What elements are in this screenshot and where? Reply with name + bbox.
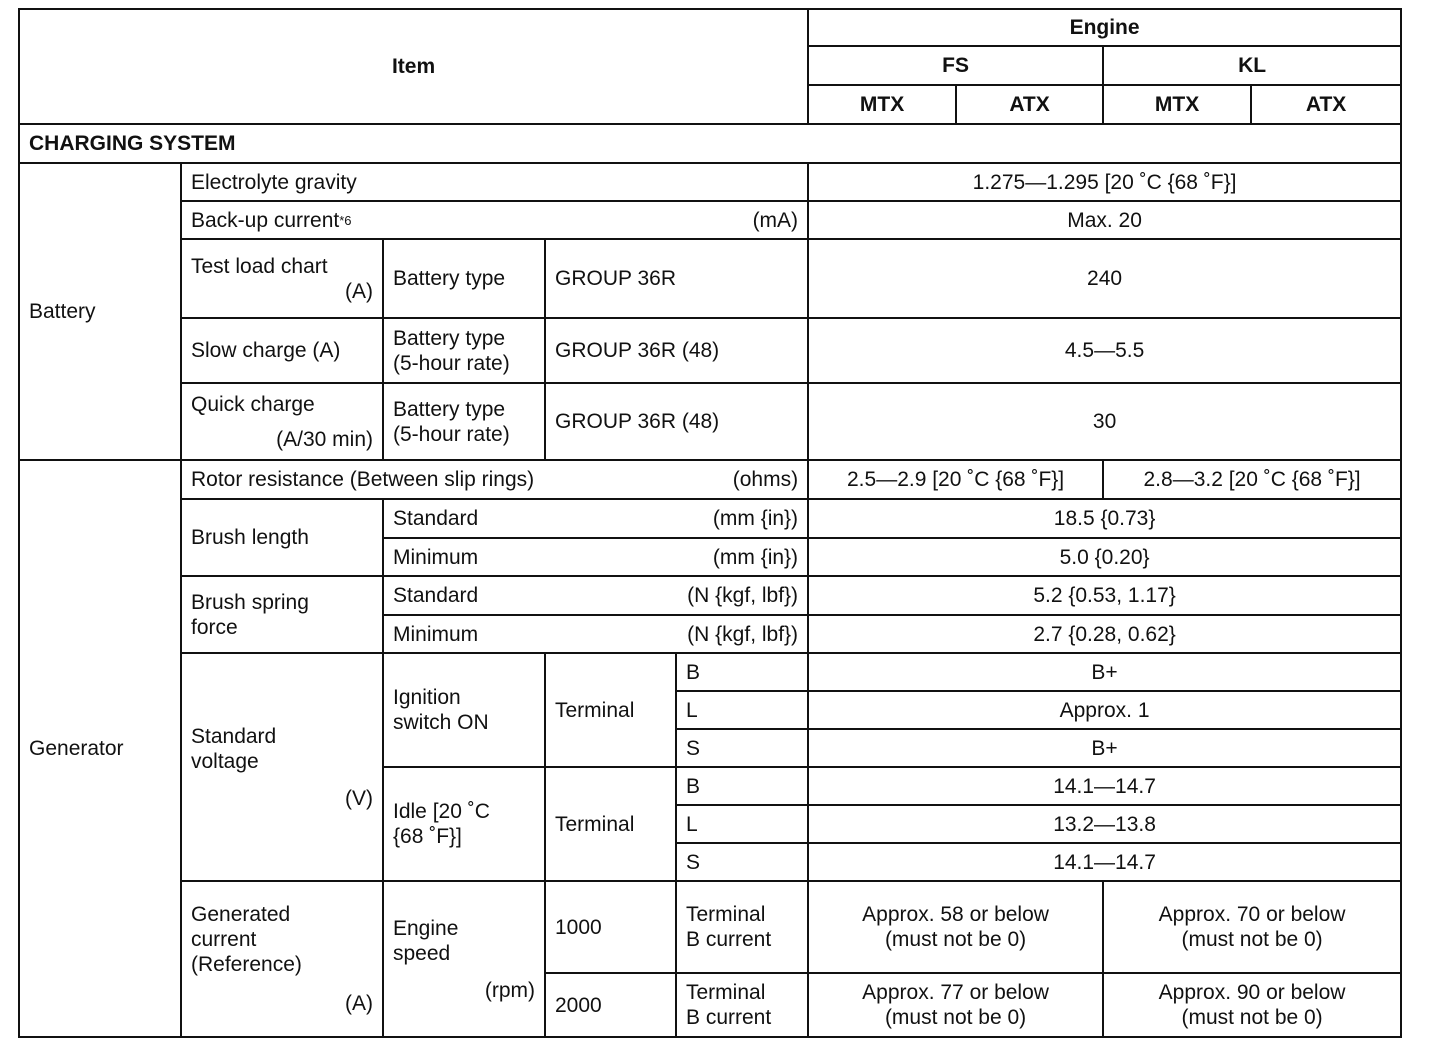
kl-atx-header: ATX [1251,85,1401,124]
gen-current-1000-kl-note: (must not be 0) [1181,928,1323,951]
rotor-resistance-unit: (ohms) [732,468,799,491]
brush-spring-standard-unit: (N {kgf, lbf}) [687,584,799,607]
backup-current-value: Max. 20 [808,201,1401,239]
brush-spring-standard-label: Standard [393,584,479,607]
quick-charge-row [19,383,1401,460]
test-load-label: Test load chart [191,254,328,278]
rotor-resistance-fs-value: 2.5—2.9 [20 ˚C {68 ˚F}] [808,460,1103,499]
quick-charge-label: Quick charge [191,392,315,416]
quick-charge-rate-label: (5-hour rate) [393,422,510,446]
backup-current-unit: (mA) [752,208,799,232]
brush-length-minimum-value: 5.0 {0.20} [808,538,1401,576]
ignition-terminal-l: L [676,691,808,729]
standard-voltage-unit: (V) [345,786,373,810]
brush-spring-standard-row [19,576,1401,615]
brush-length-minimum-unit: (mm {in}) [712,545,799,569]
idle-terminal-s-value: 14.1—14.7 [808,843,1401,881]
standard-voltage-label: Standard [191,724,277,748]
terminal-b-current-label-2: B current [686,928,772,951]
section-row [19,124,1401,163]
rotor-resistance-kl-value: 2.8—3.2 [20 ˚C {68 ˚F}] [1103,460,1401,499]
battery-label: Battery [19,163,181,460]
brush-spring-standard-value: 5.2 {0.53, 1.17} [808,576,1401,615]
gen-current-2000-fs-note: (must not be 0) [884,1006,1027,1029]
gen-current-1000-fs-note: (must not be 0) [884,928,1027,951]
gen-current-1000-fs-value: Approx. 58 or below [862,903,1049,926]
engine-header: Engine [808,9,1401,46]
generated-current-label-2: current [191,928,257,951]
quick-charge-value: 30 [808,383,1401,460]
idle-condition-temp-label: {68 ˚F}] [393,825,462,848]
standard-voltage-label-2: voltage [191,749,259,773]
terminal-b-current-label-2: B current [686,1006,772,1029]
item-header: Item [19,9,808,124]
slow-charge-group: GROUP 36R (48) [545,318,808,383]
idle-condition-label: Idle [20 ˚C [393,800,490,823]
brush-spring-force-label: force [191,615,238,639]
quick-charge-unit: (A/30 min) [276,427,373,451]
brush-length-standard-label: Standard [393,507,479,530]
ignition-terminal-b: B [676,653,808,691]
backup-current-row [19,201,1401,239]
kl-header: KL [1103,46,1401,85]
idle-terminal-s: S [676,843,808,881]
gen-current-2000-kl-value: Approx. 90 or below [1158,981,1346,1004]
test-load-battery-type: Battery type [383,239,545,318]
brush-length-label: Brush length [181,499,383,576]
fs-atx-header: ATX [956,85,1103,124]
backup-current-footnote: *6 [339,212,352,228]
slow-charge-rate-label: (5-hour rate) [393,351,510,375]
backup-current-label: Back-up current [191,208,340,232]
terminal-b-current-label: Terminal [686,903,766,926]
terminal-b-current-label: Terminal [686,981,766,1004]
test-load-group: GROUP 36R [545,239,808,318]
fs-header: FS [808,46,1103,85]
gen-current-1000-kl-value: Approx. 70 or below [1158,903,1346,926]
test-load-value: 240 [808,239,1401,318]
section-title: CHARGING SYSTEM [19,124,1401,163]
slow-charge-row [19,318,1401,383]
slow-charge-value: 4.5—5.5 [808,318,1401,383]
idle-terminal-l: L [676,805,808,843]
generated-current-1000-row [19,881,1401,973]
engine-speed-label-2: speed [393,941,451,965]
quick-charge-group: GROUP 36R (48) [545,383,808,460]
brush-spring-label: Brush spring [191,590,309,614]
idle-terminal-b: B [676,767,808,805]
charging-system-spec-table [18,8,1402,1038]
brush-length-standard-unit: (mm {in}) [712,507,799,530]
idle-terminal-b-value: 14.1—14.7 [808,767,1401,805]
idle-terminal-label: Terminal [545,767,676,881]
brush-length-minimum-label: Minimum [393,545,479,569]
generated-current-unit: (A) [345,992,373,1015]
brush-spring-minimum-label: Minimum [393,622,479,646]
generator-label: Generator [19,460,181,1037]
gen-current-2000-kl-note: (must not be 0) [1181,1006,1323,1029]
brush-spring-minimum-value: 2.7 {0.28, 0.62} [808,615,1401,653]
engine-speed-unit: (rpm) [484,978,535,1002]
generated-current-label: Generated [191,903,291,926]
engine-speed-label: Engine [393,916,459,940]
ignition-terminal-s-value: B+ [808,729,1401,767]
fs-mtx-header: MTX [808,85,956,124]
header-row-engine [19,9,1401,46]
ignition-terminal-b-value: B+ [808,653,1401,691]
slow-charge-type-label: Battery type [393,326,506,350]
rotor-resistance-label: Rotor resistance (Between slip rings) [191,468,535,491]
brush-length-standard-row [19,499,1401,538]
ignition-terminal-label: Terminal [545,653,676,767]
ignition-switch-label: Ignition [393,686,461,709]
rpm-2000: 2000 [545,973,676,1037]
ignition-terminal-s: S [676,729,808,767]
rotor-resistance-row [19,460,1401,499]
voltage-ignition-b-row [19,653,1401,691]
brush-spring-minimum-unit: (N {kgf, lbf}) [687,622,799,646]
gen-current-2000-fs-value: Approx. 77 or below [862,981,1049,1004]
idle-terminal-l-value: 13.2—13.8 [808,805,1401,843]
generated-current-reference-label: (Reference) [191,953,302,976]
electrolyte-gravity-row [19,163,1401,201]
rpm-1000: 1000 [545,881,676,973]
slow-charge-label: Slow charge (A) [181,318,383,383]
ignition-terminal-l-value: Approx. 1 [808,691,1401,729]
ignition-switch-on-label: switch ON [393,711,489,734]
test-load-row [19,239,1401,318]
quick-charge-type-label: Battery type [393,397,506,421]
test-load-unit: (A) [345,279,373,303]
kl-mtx-header: MTX [1103,85,1251,124]
electrolyte-gravity-value: 1.275—1.295 [20 ˚C {68 ˚F}] [808,163,1401,201]
electrolyte-gravity-label: Electrolyte gravity [181,163,808,201]
brush-length-standard-value: 18.5 {0.73} [808,499,1401,538]
